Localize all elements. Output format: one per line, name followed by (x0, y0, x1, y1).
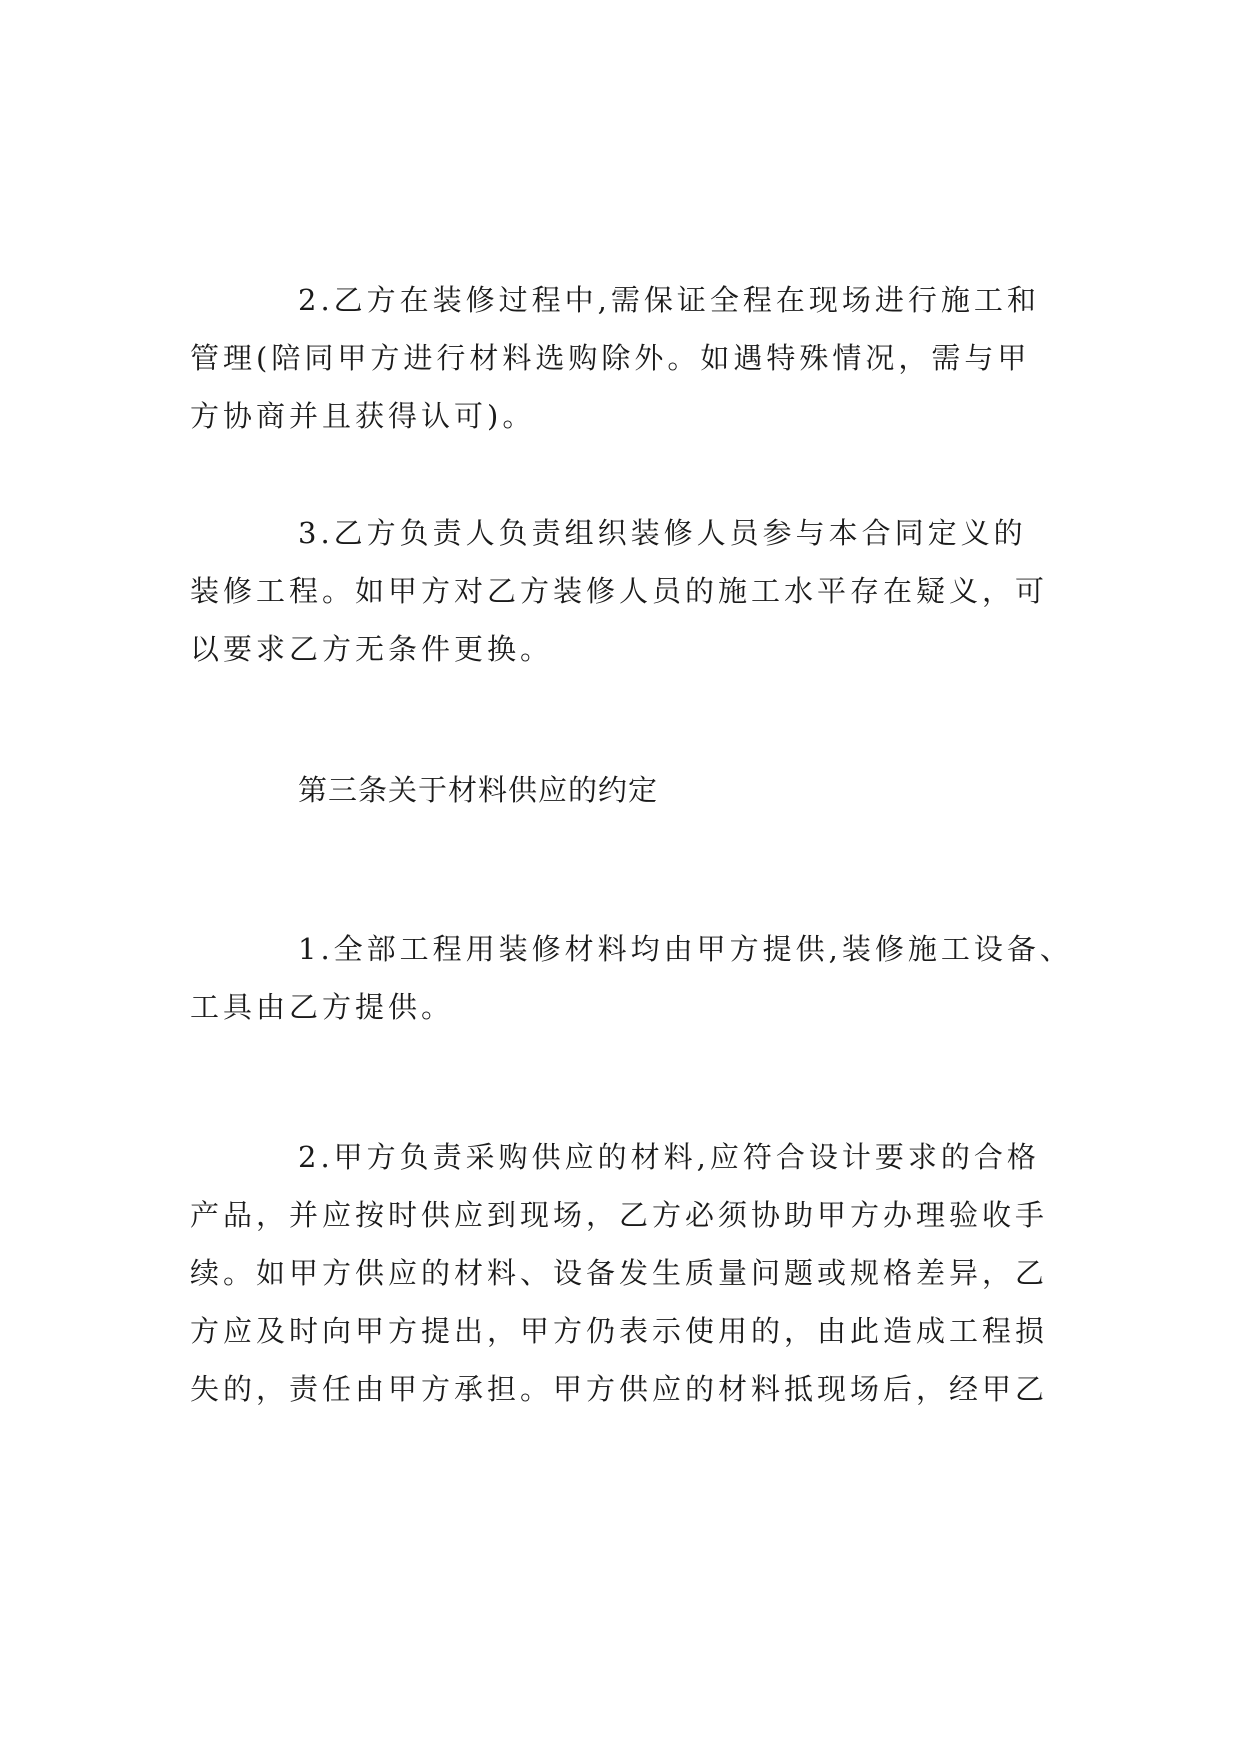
paragraph-line: 产品，并应按时供应到现场，乙方必须协助甲方办理验收手 (190, 1198, 1049, 1232)
paragraph-line: 3.乙方负责人负责组织装修人员参与本合同定义的 (298, 516, 1027, 550)
article-3-heading (190, 761, 1090, 819)
paragraph-line: 工具由乙方提供。 (190, 990, 455, 1024)
paragraph-line: 管理(陪同甲方进行材料选购除外。如遇特殊情况，需与甲 (190, 341, 1031, 375)
material-clause-1-paragraph (190, 920, 1090, 1036)
material-clause-2-paragraph (190, 1128, 1090, 1418)
paragraph-line: 装修工程。如甲方对乙方装修人员的施工水平存在疑义，可 (190, 574, 1049, 608)
paragraph-line: 以要求乙方无条件更换。 (190, 632, 554, 666)
paragraph-line: 失的，责任由甲方承担。甲方供应的材料抵现场后，经甲乙 (190, 1372, 1049, 1406)
paragraph-line: 续。如甲方供应的材料、设备发生质量问题或规格差异，乙 (190, 1256, 1049, 1290)
paragraph-line: 1.全部工程用装修材料均由甲方提供,装修施工设备、 (298, 932, 1073, 966)
section-heading: 第三条关于材料供应的约定 (298, 773, 659, 807)
paragraph-line: 方协商并且获得认可)。 (190, 399, 536, 433)
clause-2-paragraph (190, 271, 1090, 445)
paragraph-line: 方应及时向甲方提出，甲方仍表示使用的，由此造成工程损 (190, 1314, 1049, 1348)
clause-3-paragraph (190, 504, 1090, 678)
paragraph-line: 2.甲方负责采购供应的材料,应符合设计要求的合格 (298, 1140, 1040, 1174)
paragraph-line: 2.乙方在装修过程中,需保证全程在现场进行施工和 (298, 283, 1040, 317)
